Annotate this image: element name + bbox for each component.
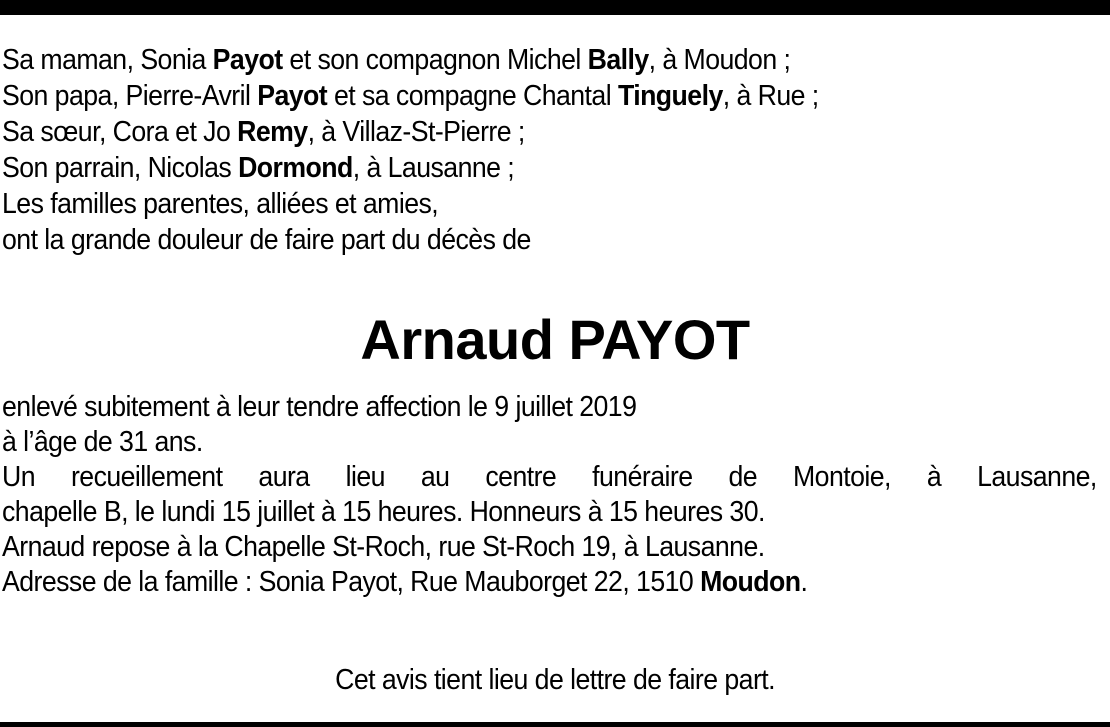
family-line: Son papa, Pierre-Avril Payot et sa compagne Chantal Tinguely, à Rue ; <box>2 80 819 112</box>
word: Montoie, <box>792 461 891 493</box>
word: funéraire <box>592 461 693 493</box>
word: Lausanne, <box>977 461 1097 493</box>
word: au <box>420 461 450 493</box>
top-rule <box>0 0 1110 15</box>
word: lieu <box>345 461 385 493</box>
family-line: Sa sœur, Cora et Jo Remy, à Villaz-St-Pierre ; <box>2 116 525 148</box>
family-line: Les familles parentes, alliées et amies, <box>2 188 439 220</box>
word: centre <box>485 461 557 493</box>
family-line: Son parrain, Nicolas Dormond, à Lausanne ; <box>2 152 515 184</box>
family-line: Sa maman, Sonia Payot et son compagnon Michel Bally, à Moudon ; <box>2 44 791 76</box>
detail-line: enlevé subitement à leur tendre affection le 9 juillet 2019 <box>2 391 637 423</box>
detail-line: chapelle B, le lundi 15 juillet à 15 heures. Honneurs à 15 heures 30. <box>2 496 765 528</box>
word: à <box>926 461 942 493</box>
detail-line: Adresse de la famille : Sonia Payot, Rue Mauborget 22, 1510 Moudon. <box>2 566 808 598</box>
word: aura <box>258 461 310 493</box>
word: Un <box>2 461 36 493</box>
family-list <box>2 42 1108 258</box>
details-list <box>2 390 1108 600</box>
word: de <box>728 461 758 493</box>
detail-line: à l’âge de 31 ans. <box>2 426 203 458</box>
detail-line: Arnaud repose à la Chapelle St-Roch, rue St-Roch 19, à Lausanne. <box>2 531 765 563</box>
family-line: ont la grande douleur de faire part du décès de <box>2 224 531 256</box>
justified-text <box>2 460 1097 495</box>
bottom-rule <box>0 722 1110 727</box>
footer-note: Cet avis tient lieu de lettre de faire part. <box>335 664 775 696</box>
word: recueillement <box>70 461 223 493</box>
deceased-name: Arnaud PAYOT <box>360 308 750 371</box>
detail-line <box>2 460 1097 495</box>
